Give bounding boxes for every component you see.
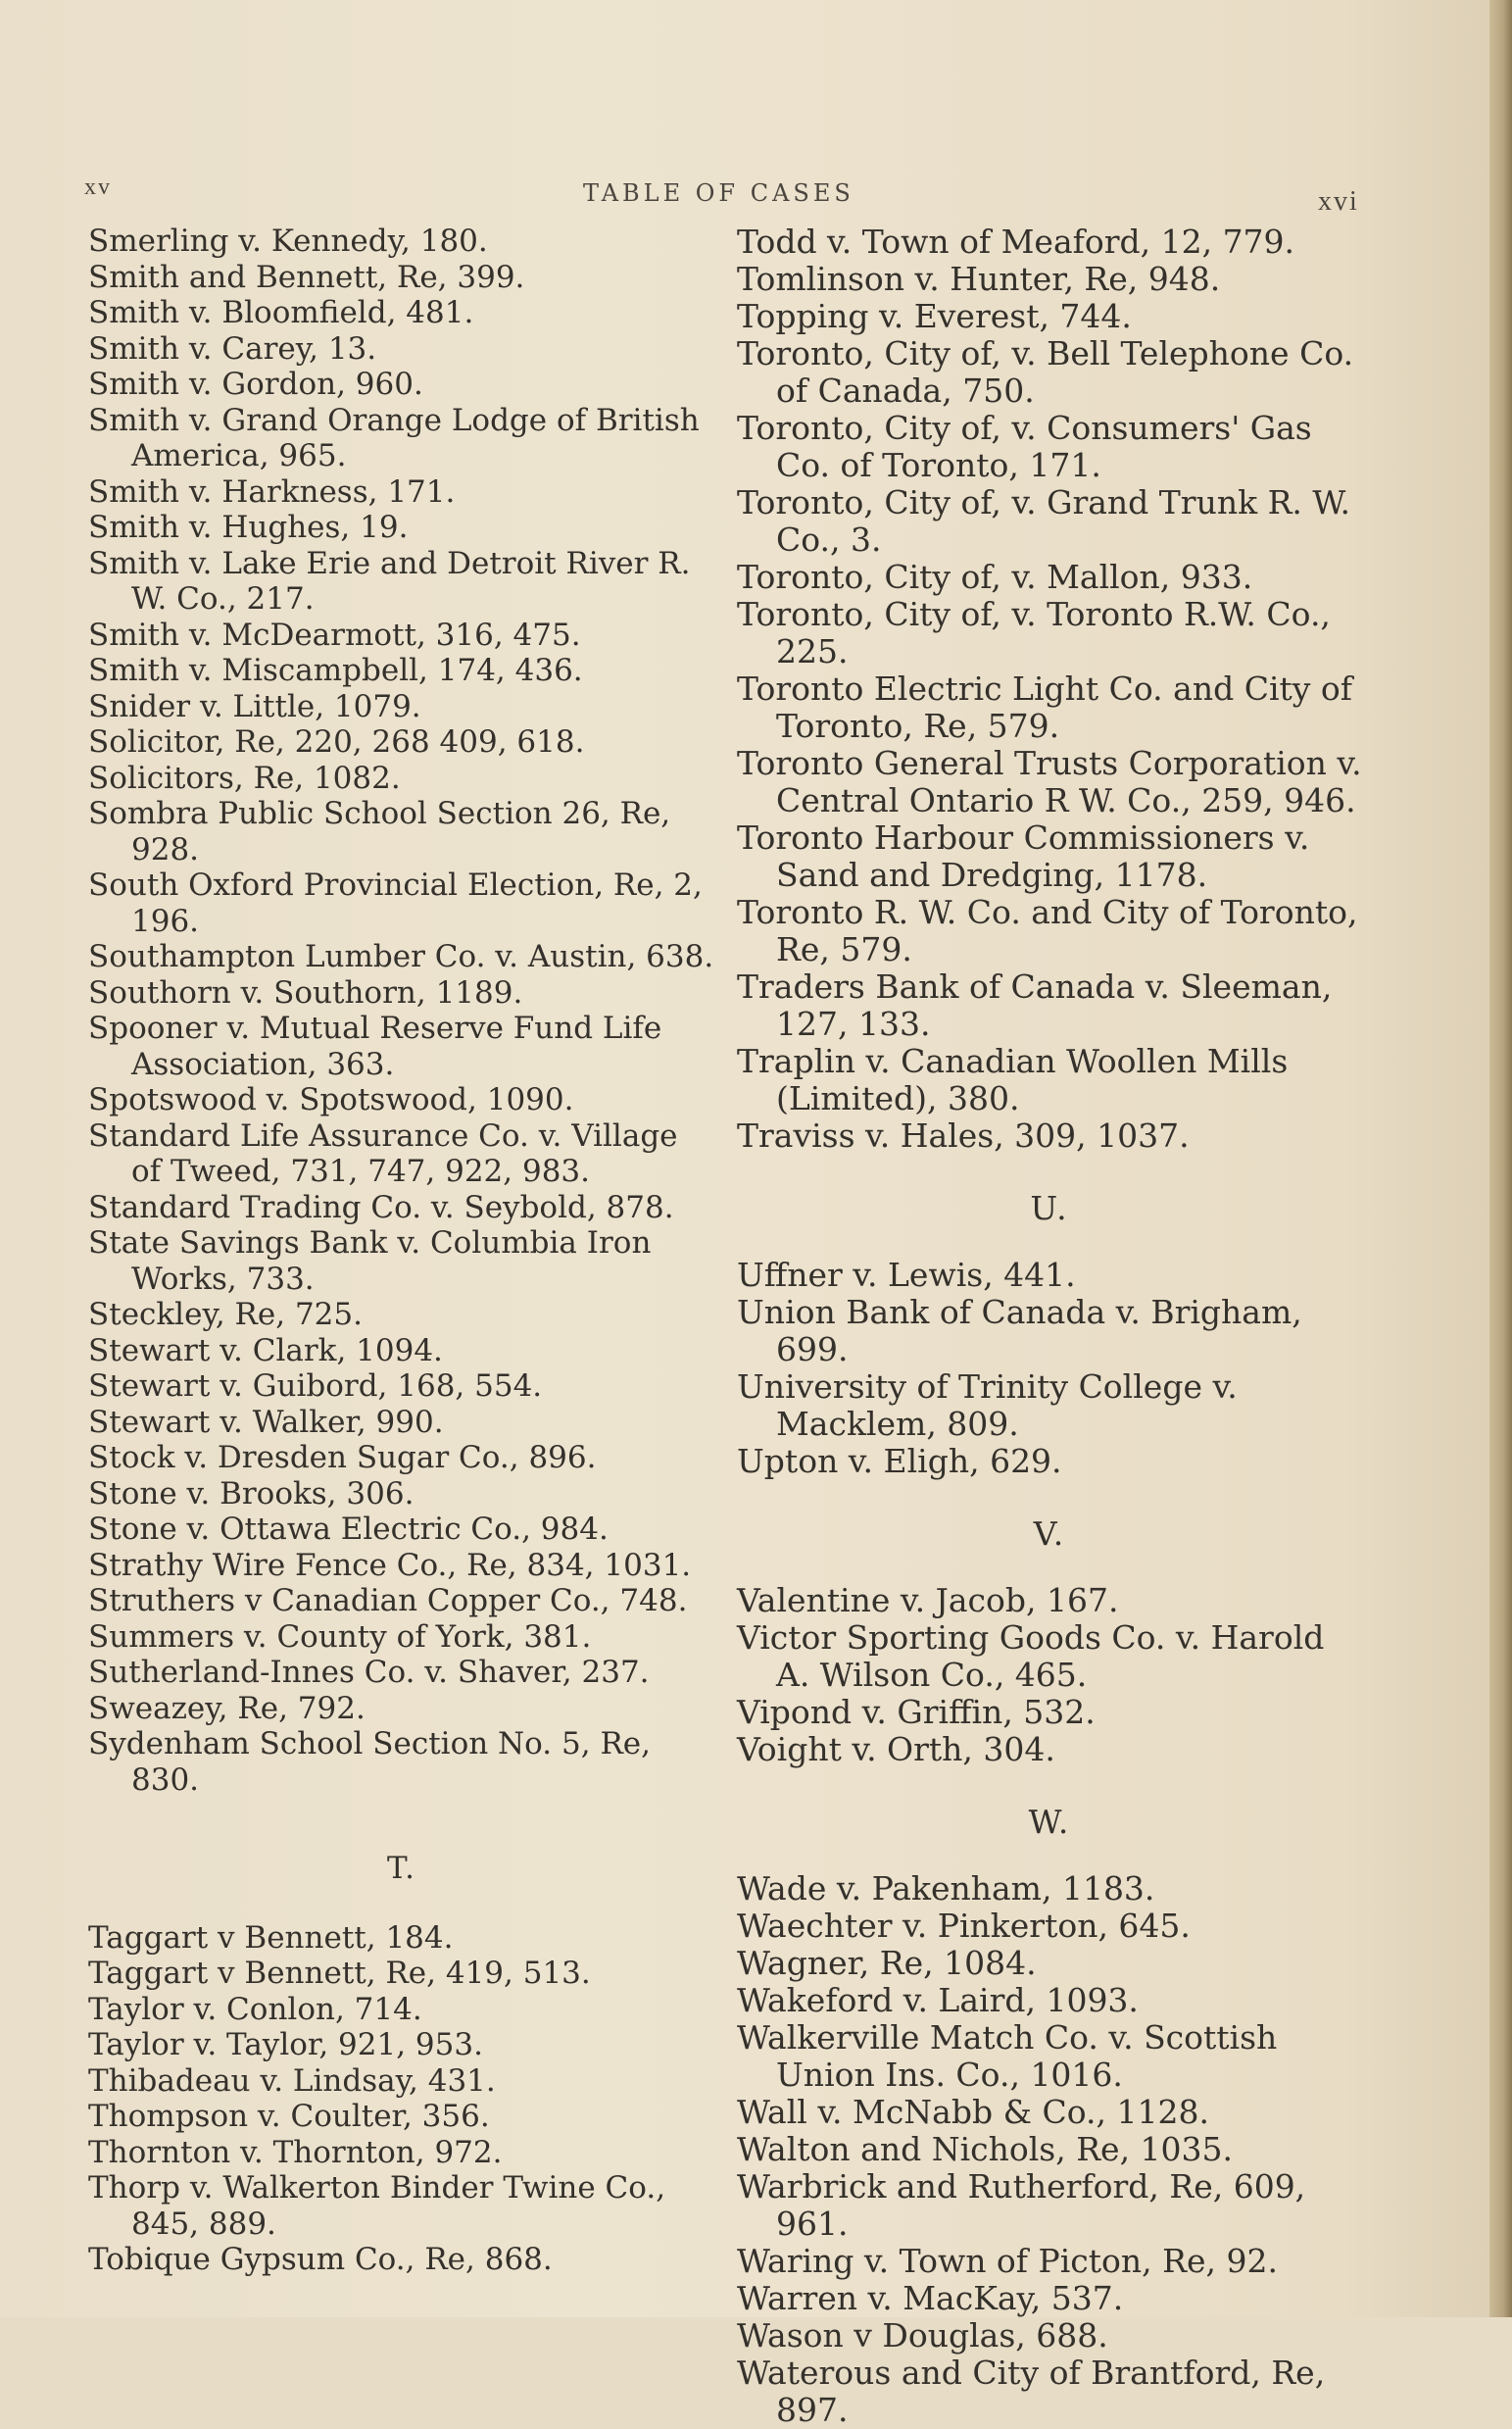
case-entry: Toronto, City of, v. Mallon, 933. [737,558,1253,596]
case-entry: Toronto Electric Light Co. and City of Toronto, Re, 579. [737,669,1352,745]
case-entry: Vipond v. Griffin, 532. [737,1693,1096,1731]
case-list-w [737,1870,1362,2429]
section-heading-w: W. [1028,1803,1071,1841]
case-entry: Smith and Bennett, Re, 399. [88,259,525,295]
case-entry: Thompson v. Coulter, 356. [88,2099,490,2134]
case-entry: Thornton v. Thornton, 972. [88,2134,503,2170]
case-entry: Traders Bank of Canada v. Sleeman, 127, 133. [737,967,1333,1043]
case-entry: Southampton Lumber Co. v. Austin, 638. [88,939,714,974]
left-column [88,223,715,2278]
case-entry: Upton v. Eligh, 629. [737,1442,1062,1480]
case-entry: Smith v. Carey, 13. [88,330,377,367]
case-list-t [88,1920,715,2278]
case-entry: Smith v. Harkness, 171. [88,473,456,510]
case-entry: Stone v. Ottawa Electric Co., 984. [88,1512,609,1547]
case-entry: Stock v. Dresden Sugar Co., 896. [88,1440,597,1475]
case-entry: Wade v. Pakenham, 1183. [737,1869,1155,1908]
case-entry: Toronto Harbour Commissioners v. Sand and Dredging, 1178. [737,818,1310,894]
case-entry: Walkerville Match Co. v. Scottish Union Ins. Co., 1016. [737,2018,1278,2094]
case-entry: Stone v. Brooks, 306. [88,1475,415,1512]
case-entry: Toronto, City of, v. Grand Trunk R. W. Co., 3. [737,483,1351,559]
section-heading-u: U. [1030,1189,1069,1227]
case-entry: Solicitor, Re, 220, 268 409, 618. [88,724,585,760]
case-entry: Thibadeau v. Lindsay, 431. [88,2062,496,2099]
case-entry: Smith v. Hughes, 19. [88,510,409,545]
case-list-t-continued [737,223,1362,1155]
case-entry: Waechter v. Pinkerton, 645. [737,1907,1191,1945]
case-entry: Wagner, Re, 1084. [737,1944,1037,1982]
case-entry: Toronto General Trusts Corporation v. Central Ontario R W. Co., 259, 946. [737,744,1362,819]
case-list-v [737,1582,1362,1768]
section-heading-v: V. [1033,1514,1066,1553]
case-entry: Taggart v Bennett, 184. [88,1919,454,1956]
page-edge-shadow [1489,0,1512,2317]
case-entry: Smith v. Grand Orange Lodge of British America, 965. [88,402,700,473]
case-entry: Sydenham School Section No. 5, Re, 830. [88,1726,651,1798]
case-entry: Voight v. Orth, 304. [737,1730,1055,1768]
case-entry: Traviss v. Hales, 309, 1037. [737,1116,1190,1155]
case-entry: Victor Sporting Goods Co. v. Harold A. Wilson Co., 465. [737,1618,1325,1694]
case-entry: Steckley, Re, 725. [88,1297,363,1332]
case-entry: Standard Life Assurance Co. v. Village of Tweed, 731, 747, 922, 983. [88,1117,678,1189]
section-heading-t: T. [387,1851,416,1886]
case-entry: Spooner v. Mutual Reserve Fund Life Association, 363. [88,1011,662,1082]
case-entry: Wakeford v. Laird, 1093. [737,1981,1139,2019]
case-entry: Struthers v Canadian Copper Co., 748. [88,1583,688,1618]
case-entry: South Oxford Provincial Election, Re, 2, 196. [88,868,703,939]
case-entry: Tomlinson v. Hunter, Re, 948. [737,260,1221,298]
case-entry: Summers v. County of York, 381. [88,1618,592,1655]
case-entry: Wason v Douglas, 688. [737,2316,1108,2355]
case-entry: State Savings Bank v. Columbia Iron Works, 733. [88,1225,652,1297]
case-entry: Snider v. Little, 1079. [88,688,421,724]
case-entry: Stewart v. Walker, 990. [88,1404,444,1440]
case-entry: Waring v. Town of Picton, Re, 92. [737,2242,1278,2280]
case-entry: Taylor v. Conlon, 714. [88,1991,422,2027]
case-entry: Sombra Public School Section 26, Re, 928. [88,796,671,868]
case-entry: Smith v. Bloomfield, 481. [88,295,474,330]
case-entry: Standard Trading Co. v. Seybold, 878. [88,1189,674,1225]
running-title: TABLE OF CASES [583,179,854,207]
case-entry: Solicitors, Re, 1082. [88,760,401,796]
case-entry: Warbrick and Rutherford, Re, 609, 961. [737,2167,1306,2243]
case-entry: Stewart v. Guibord, 168, 554. [88,1368,543,1404]
case-entry: Toronto, City of, v. Bell Telephone Co. of Canada, 750. [737,334,1354,410]
case-list-s [88,223,715,1798]
case-entry: Walton and Nichols, Re, 1035. [737,2130,1234,2168]
case-entry: Toronto R. W. Co. and City of Toronto, Re, 579. [737,893,1358,968]
right-column [737,223,1362,2429]
case-entry: Toronto, City of, v. Consumers' Gas Co. of Toronto, 171. [737,409,1312,484]
case-entry: Thorp v. Walkerton Binder Twine Co., 845, 889. [88,2170,666,2242]
case-entry: Sutherland-Innes Co. v. Shaver, 237. [88,1655,650,1690]
case-entry: Todd v. Town of Meaford, 12, 779. [737,223,1295,261]
case-entry: Stewart v. Clark, 1094. [88,1332,443,1368]
case-entry: Southorn v. Southorn, 1189. [88,974,523,1011]
case-entry: Smith v. Gordon, 960. [88,367,423,402]
case-entry: Sweazey, Re, 792. [88,1690,366,1726]
case-entry: Traplin v. Canadian Woollen Mills (Limited), 380. [737,1042,1289,1117]
case-entry: Topping v. Everest, 744. [737,297,1132,335]
case-list-u [737,1257,1362,1480]
page-number-right: xvi [1318,186,1359,217]
case-entry: Toronto, City of, v. Toronto R.W. Co., 225. [737,595,1331,670]
case-entry: Strathy Wire Fence Co., Re, 834, 1031. [88,1547,692,1583]
case-entry: Smerling v. Kennedy, 180. [88,223,488,259]
case-entry: Smith v. McDearmott, 316, 475. [88,617,581,653]
case-entry: Tobique Gypsum Co., Re, 868. [88,2242,553,2277]
case-entry: Smith v. Miscampbell, 174, 436. [88,653,583,688]
case-entry: Union Bank of Canada v. Brigham, 699. [737,1293,1302,1368]
case-entry: Taylor v. Taylor, 921, 953. [88,2027,483,2062]
case-entry: Wall v. McNabb & Co., 1128. [737,2093,1209,2131]
case-entry: Taggart v Bennett, Re, 419, 513. [88,1956,591,1991]
case-entry: Spotswood v. Spotswood, 1090. [88,1082,574,1117]
page-number-left: xv [84,174,112,200]
case-entry: Uffner v. Lewis, 441. [737,1256,1076,1294]
case-entry: University of Trinity College v. Macklem, 809. [737,1367,1238,1443]
case-entry: Waterous and City of Brantford, Re, 897. [737,2354,1326,2429]
case-entry: Warren v. MacKay, 537. [737,2279,1124,2317]
case-entry: Valentine v. Jacob, 167. [737,1581,1119,1619]
case-entry: Smith v. Lake Erie and Detroit River R. W. Co., 217. [88,545,691,617]
